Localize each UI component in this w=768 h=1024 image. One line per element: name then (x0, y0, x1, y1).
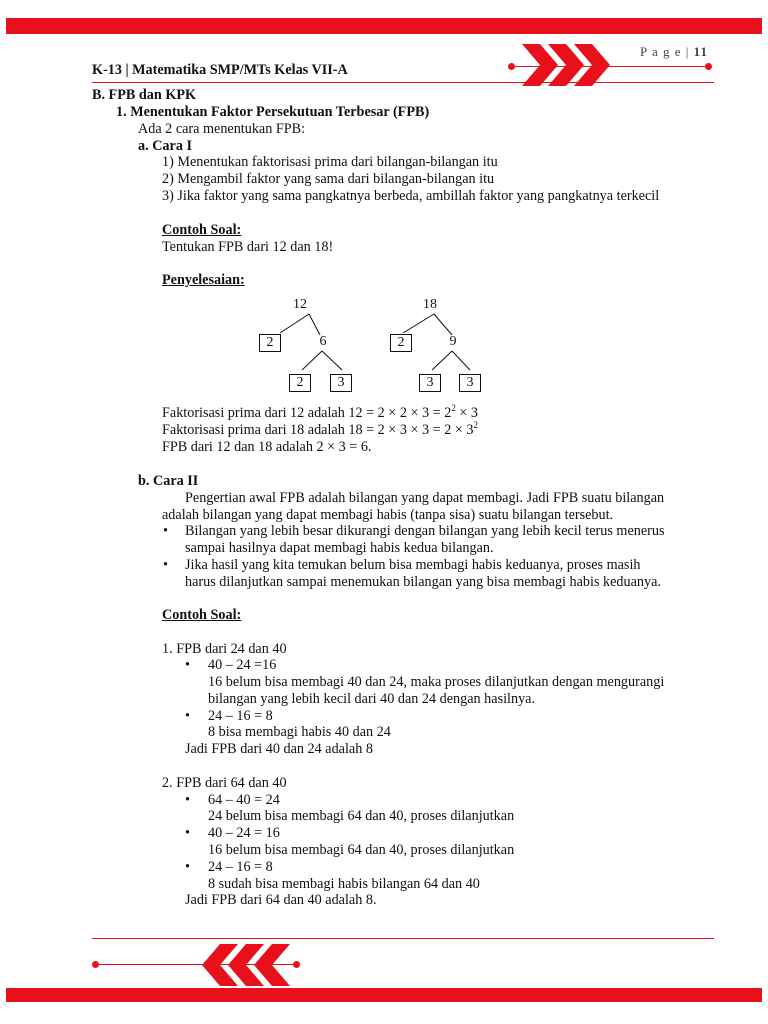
example-1-note-1b: bilangan yang lebih kecil dari 40 dan 24 dengan hasilnya. (208, 691, 536, 707)
result-1-text: Faktorisasi prima dari 12 adalah 12 = 2 × 2 × 3 = 2 (162, 405, 452, 421)
tree18-node: 9 (449, 334, 457, 349)
page-separator: | (685, 44, 690, 59)
tree12-root: 12 (293, 297, 307, 312)
section-heading: B. FPB dan KPK (92, 87, 197, 103)
example-2-step-3: 24 – 16 = 8 (208, 859, 273, 875)
cara2-bullet-1-glyph: • (163, 523, 168, 539)
cara2-para-line-1: Pengertian awal FPB adalah bilangan yang dapat membagi. Jadi FPB suatu bilangan (185, 490, 665, 506)
cara2-bullet-1-line-1: Bilangan yang lebih besar dikurangi dengan bilangan yang lebih kecil terus menerus (185, 523, 665, 539)
cara1-step-3: 3) Jika faktor yang sama pangkatnya berbeda, ambillah faktor yang pangkatnya terkecil (162, 188, 660, 204)
cara2-bullet-2-line-1: Jika hasil yang kita temukan belum bisa membagi habis keduanya, proses masih (185, 557, 641, 573)
example-2-step-1: 64 – 40 = 24 (208, 792, 280, 808)
result-1-exponent: 2 (451, 403, 456, 413)
cara2-bullet-1-line-2: sampai hasilnya dapat membagi habis kedua bilangan. (185, 540, 494, 556)
cara2-bullet-2-glyph: • (163, 557, 168, 573)
tree12-leaf-box-1: 2 (289, 374, 311, 392)
example-2-title: 2. FPB dari 64 dan 40 (162, 775, 287, 791)
example-2-note-1: 24 belum bisa membagi 64 dan 40, proses dilanjutkan (208, 808, 515, 824)
subsection-heading: 1. Menentukan Faktor Persekutuan Terbesar (FPB) (116, 104, 430, 120)
factor-tree-lines (0, 0, 768, 420)
example-2-conclusion: Jadi FPB dari 64 dan 40 adalah 8. (185, 892, 377, 908)
tree12-leaf-box-2: 3 (330, 374, 352, 392)
example-1-note-1a: 16 belum bisa membagi 40 dan 24, maka proses dilanjutkan dengan mengurangi (208, 674, 665, 690)
result-line-1 (162, 405, 478, 421)
contoh-soal-heading-1: Contoh Soal: (162, 222, 242, 238)
example-2-note-3: 8 sudah bisa membagi habis bilangan 64 dan 40 (208, 876, 480, 892)
example-1-bullet-1-glyph: • (185, 657, 190, 673)
result-line-2 (162, 422, 478, 438)
tree12-node: 6 (319, 334, 327, 349)
example-1-step-1: 40 – 24 =16 (208, 657, 277, 673)
cara2-heading: b. Cara II (138, 473, 199, 489)
result-2-text: Faktorisasi prima dari 18 adalah 18 = 2 × 3 × 3 = 2 × 3 (162, 422, 474, 438)
chevron-left-logo-icon (180, 944, 290, 986)
footer-line (92, 938, 714, 939)
contoh-soal-text-1: Tentukan FPB dari 12 dan 18! (162, 239, 334, 255)
page-label-text: P a g e (640, 44, 682, 59)
cara2-bullet-2-line-2: harus dilanjutkan sampai menemukan bilangan yang bisa membagi habis keduanya. (185, 574, 661, 590)
cara1-step-1: 1) Menentukan faktorisasi prima dari bilangan-bilangan itu (162, 154, 498, 170)
cara2-para-line-2: adalah bilangan yang dapat membagi habis (tanpa sisa) suatu bilangan tersebut. (162, 507, 614, 523)
example-1-bullet-2-glyph: • (185, 708, 190, 724)
doc-title: K-13 | Matematika SMP/MTs Kelas VII-A (92, 62, 348, 78)
penyelesaian-heading: Penyelesaian: (162, 272, 245, 288)
tree18-root: 18 (423, 297, 437, 312)
intro-text: Ada 2 cara menentukan FPB: (138, 121, 306, 137)
tree18-leaf-box-2: 3 (459, 374, 481, 392)
example-1-note-2: 8 bisa membagi habis 40 dan 24 (208, 724, 391, 740)
example-2-bullet-1-glyph: • (185, 792, 190, 808)
example-2-step-2: 40 – 24 = 16 (208, 825, 280, 841)
contoh-soal-heading-2: Contoh Soal: (162, 607, 242, 623)
tree18-prime-box: 2 (390, 334, 412, 352)
example-2-note-2: 16 belum bisa membagi 64 dan 40, proses dilanjutkan (208, 842, 515, 858)
cara1-heading: a. Cara I (138, 138, 192, 154)
result-2-exponent: 2 (473, 420, 478, 430)
result-line-3: FPB dari 12 dan 18 adalah 2 × 3 = 6. (162, 439, 372, 455)
bottom-red-bar (6, 988, 762, 1002)
footer-dot-right (293, 961, 300, 968)
example-1-step-2: 24 – 16 = 8 (208, 708, 273, 724)
example-2-bullet-2-glyph: • (185, 825, 190, 841)
tree12-prime-box: 2 (259, 334, 281, 352)
example-1-title: 1. FPB dari 24 dan 40 (162, 641, 287, 657)
tree18-leaf-box-1: 3 (419, 374, 441, 392)
page-number: 11 (693, 44, 708, 59)
cara1-step-2: 2) Mengambil faktor yang sama dari bilangan-bilangan itu (162, 171, 495, 187)
example-1-conclusion: Jadi FPB dari 40 dan 24 adalah 8 (185, 741, 373, 757)
example-2-bullet-3-glyph: • (185, 859, 190, 875)
result-1-tail: × 3 (455, 405, 479, 421)
